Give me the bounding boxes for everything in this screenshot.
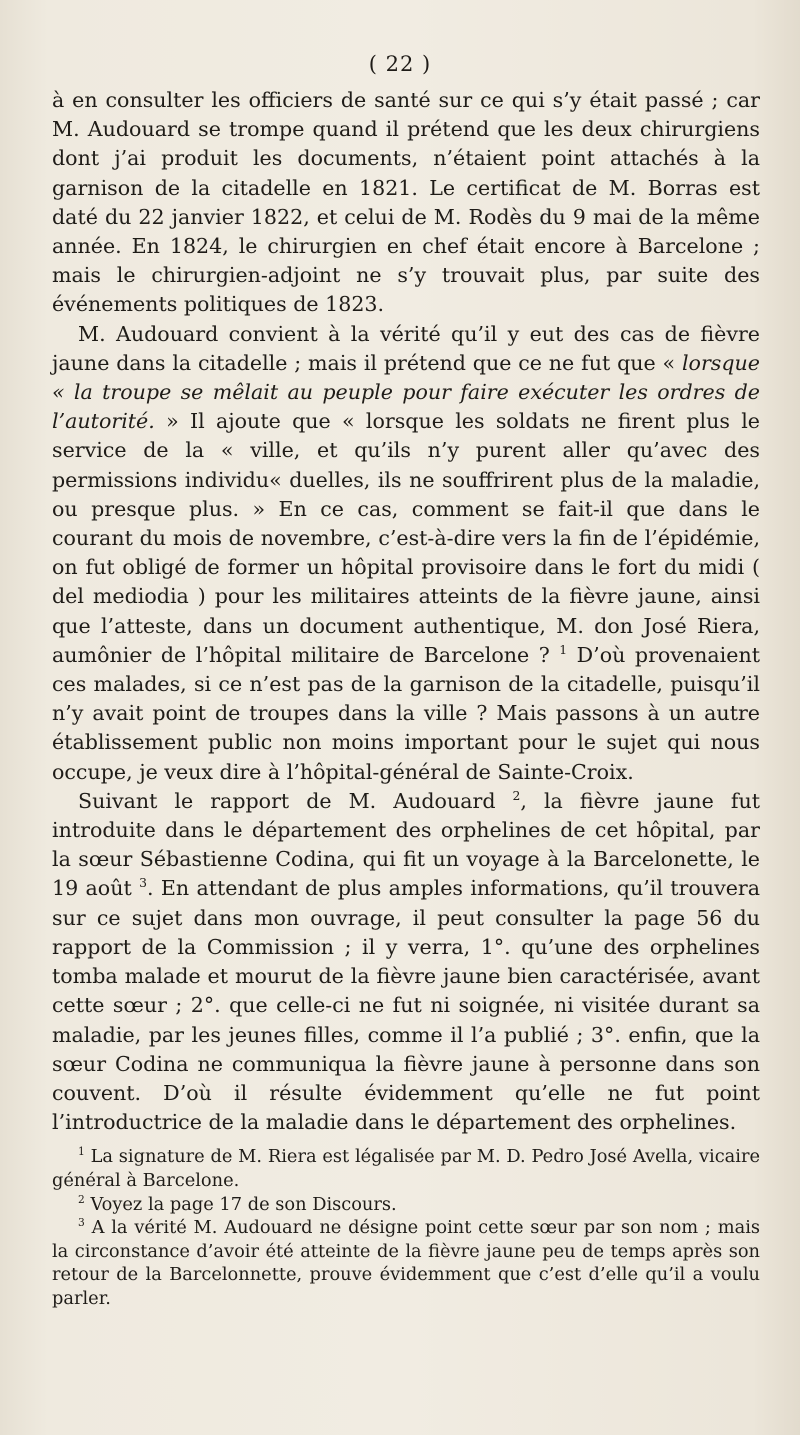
footnote-mark: 3 xyxy=(78,1216,85,1230)
italic-quote: lorsque « la troupe se mêlait au peuple pour faire exécuter les ordres de l’autorité. xyxy=(52,350,760,434)
paragraph-1 xyxy=(52,86,760,320)
footnote-mark: 1 xyxy=(78,1145,85,1159)
text-run: » Il ajoute que « lorsque les soldats ne firent plus le service de la « ville, et qu’ils n’y purent aller qu’avec des permissions individu« duelles, ils ne souffrirent plus de la maladie, ou presque plus. » En ce cas, comment se fait-il que dans le courant du mois de novembre, c’est-à-dire vers la fin de l’épidémie, on fut obligé de former un hôpital provisoire dans le fort du midi ( del mediodia ) pour les militaires atteints de la fièvre jaune, ainsi que l’atteste, dans un document authentique, M. don José Riera, aumônier de l’hôpital militaire de Barcelone ? xyxy=(52,409,760,667)
footnote-ref-1: 1 xyxy=(559,643,568,657)
text-run: M. Audouard convient à la vérité qu’il y eut des cas de fièvre jaune dans la citadelle ; mais il prétend que ce ne fut que « xyxy=(52,321,760,375)
text-run: D’où provenaient ces malades, si ce n’est pas de la garnison de la citadelle, puisqu’il n’y avait point de troupes dans la ville ? Mais passons à un autre établissement public non moins important pour le sujet qui nous occupe, je veux dire à l’hôpital-général de Sainte-Croix. xyxy=(52,642,760,784)
page-number: ( 22 ) xyxy=(368,52,432,76)
page-content xyxy=(52,86,760,1310)
footnote-ref-3: 3 xyxy=(139,876,147,891)
footnote-3 xyxy=(52,1216,760,1310)
footnotes xyxy=(52,1145,760,1310)
footnote-mark: 2 xyxy=(78,1192,85,1206)
footnote-text: La signature de M. Riera est légalisée par M. D. Pedro José Avella, vicaire général à Barcelone. xyxy=(52,1146,760,1191)
text-run: . En attendant de plus amples informations, qu’il trouvera sur ce sujet dans mon ouvrage, il peut consulter la page 56 du rapport de la Commission ; il y verra, 1°. qu’une des orphelines tomba malade et mourut de la fièvre jaune bien caractérisée, avant cette sœur ; 2°. que celle-ci ne fut ni soignée, ni visitée durant sa maladie, par les jeunes filles, comme il l’a publié ; 3°. enfin, que la sœur Codina ne communiqua la fièvre jaune à personne dans son couvent. D’où il résulte évidemment qu’elle ne fut point l’introductrice de la maladie dans le département des orphelines. xyxy=(52,876,761,1135)
footnote-2 xyxy=(52,1193,760,1217)
text-run: , la fièvre jaune fut introduite dans le département des orphelines de cet hôpital, par la sœur Sébastienne Codina, qui fit un voyage à la Barcelonette, le 19 août xyxy=(52,788,760,901)
footnote-text: Voyez la page 17 de son Discours. xyxy=(90,1193,397,1215)
footnote-1 xyxy=(52,1145,760,1192)
footnote-text: A la vérité M. Audouard ne désigne point cette sœur par son nom ; mais la circonstance d’avoir été atteinte de la fièvre jaune peu de temps après son retour de la Barcelonnette, prouve évidemment que c’est d’elle qu’il a voulu parler. xyxy=(52,1217,761,1309)
text-run: Suivant le rapport de M. Audouard xyxy=(78,788,513,813)
footnote-ref-2: 2 xyxy=(512,789,521,804)
text-run: à en consulter les officiers de santé sur ce qui s’y était passé ; car M. Audouard se trompe quand il prétend que les deux chirurgiens dont j’ai produit les documents, n’étaient point attachés à la garnison de la citadelle en 1821. Le certificat de M. Borras est daté du 22 janvier 1822, et celui de M. Rodès du 9 mai de la même année. En 1824, le chirurgien en chef était encore à Barcelone ; mais le chirurgien-adjoint ne s’y trouvait plus, par suite des événements politiques de 1823. xyxy=(52,88,760,317)
paragraph-3 xyxy=(52,787,760,1137)
paragraph-2 xyxy=(52,320,760,787)
